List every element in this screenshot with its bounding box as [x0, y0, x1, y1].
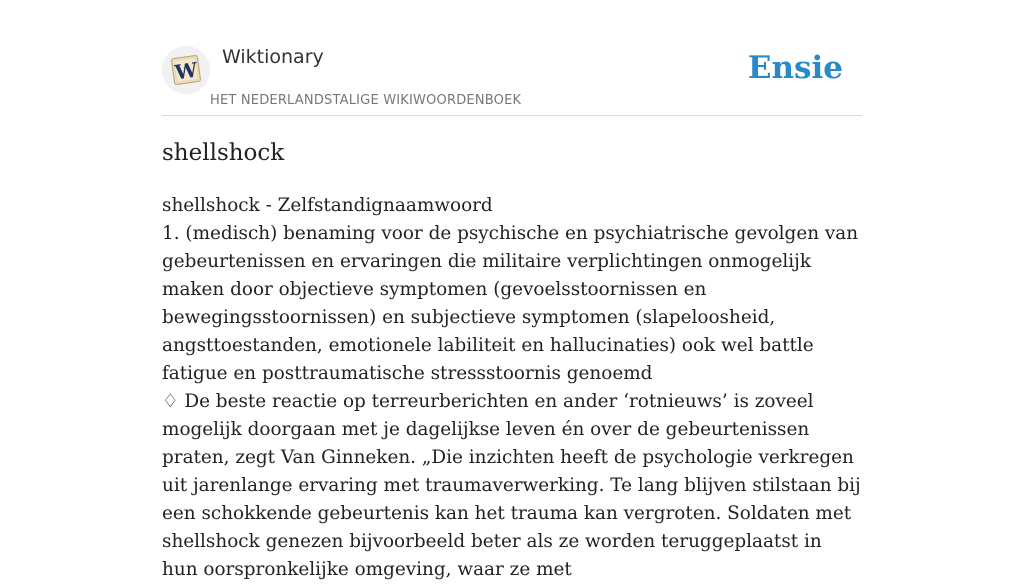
entry-example: ♢ De beste reactie op terreurberichten en ander ‘rotnieuws’ is zoveel mogelijk doorgaan met je dagelijkse leven én over de gebeurtenissen praten, zegt Van Ginneken. „Die inzichten heeft de psychologie verkregen uit jarenlange ervaring met traumaverwerking. Te lang blijven stilstaan bij een schokkende gebeurtenis kan het trauma kan vergroten. Soldaten met shellshock genezen bijvoorbeeld beter als ze worden teruggeplaatst in hun oorspronkelijke omgeving, waar ze met	[162, 391, 861, 580]
site-subtitle: HET NEDERLANDSTALIGE WIKIWOORDENBOEK	[210, 93, 522, 108]
entry-definition: 1. (medisch) benaming voor de psychische en psychiatrische gevolgen van gebeurtenissen en ervaringen die militaire verplichtingen onmogelijk maken door objectieve symptomen (gevoelsstoornissen en bewegingsstoornissen) en subjectieve symptomen (slapeloosheid, angsttoestanden, emotionele labiliteit en hallucinaties) ook wel battle fatigue en posttraumatische stressstoornis genoemd	[162, 223, 859, 384]
svg-text:W: W	[173, 57, 199, 85]
entry-content	[162, 192, 862, 584]
page	[162, 0, 862, 580]
page-title: shellshock	[162, 140, 285, 166]
site-name[interactable]: Wiktionary	[222, 46, 324, 68]
entry-heading: shellshock - Zelfstandignaamwoord	[162, 195, 493, 216]
ensie-brand-link[interactable]: Ensie	[747, 50, 843, 86]
site-header	[162, 0, 862, 116]
wiktionary-logo-icon[interactable]	[162, 46, 210, 94]
